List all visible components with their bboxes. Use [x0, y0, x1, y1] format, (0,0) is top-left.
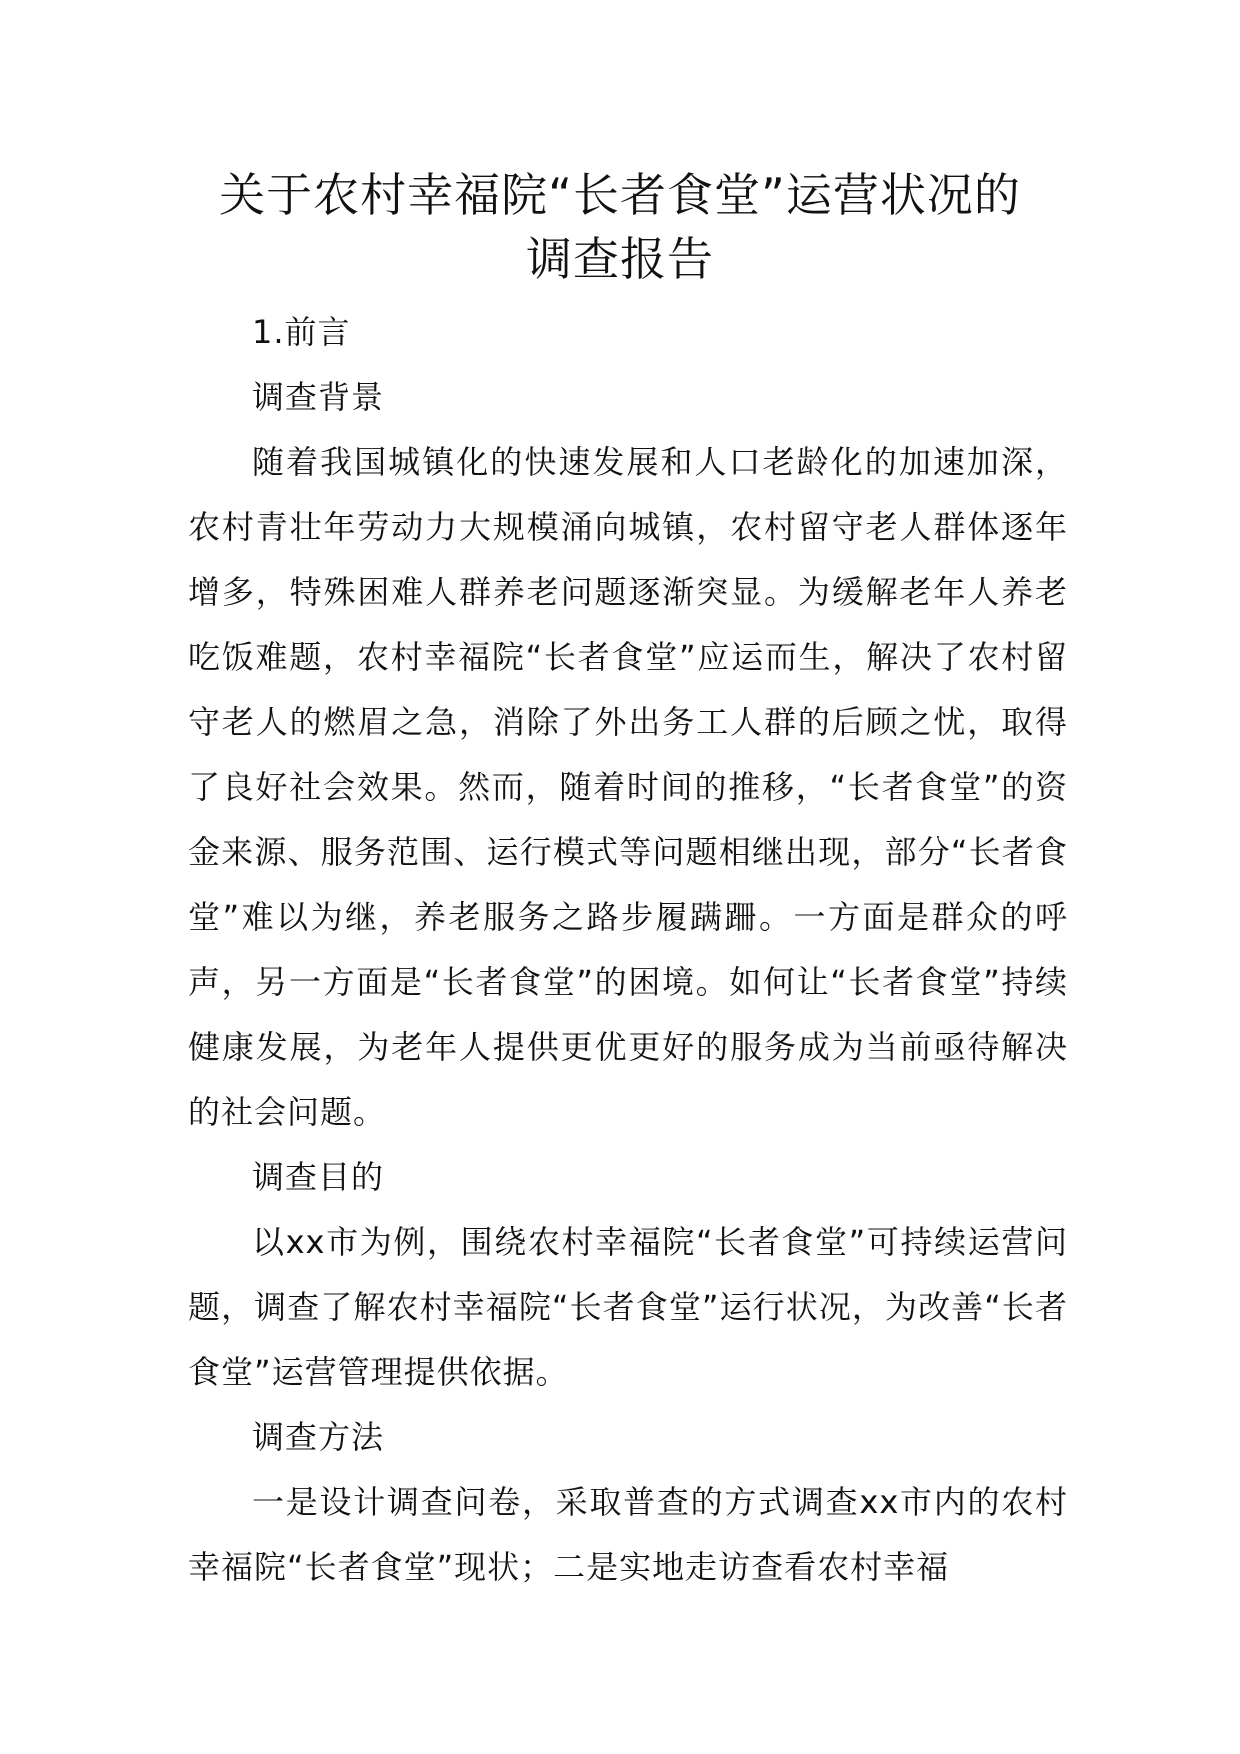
paragraph-method: 一是设计调查问卷，采取普查的方式调查xx市内的农村幸福院“长者食堂”现状；二是实地走访查看农村幸福: [188, 1483, 1068, 1586]
document-title: [140, 163, 1100, 291]
section-heading-preface: 1.前言: [252, 313, 351, 351]
title-line-2: 调查报告: [526, 232, 714, 286]
title-line-1: 关于农村幸福院“长者食堂”运营状况的: [219, 168, 1021, 222]
paragraph-background: 随着我国城镇化的快速发展和人口老龄化的加速加深，农村青壮年劳动力大规模涌向城镇，农村留守老人群体逐年增多，特殊困难人群养老问题逐渐突显。为缓解老年人养老吃饭难题，农村幸福院“长者食堂”应运而生，解决了农村留守老人的燃眉之急，消除了外出务工人群的后顾之忧，取得了良好社会效果。然而，随着时间的推移，“长者食堂”的资金来源、服务范围、运行模式等问题相继出现，部分“长者食堂”难以为继，养老服务之路步履蹒跚。一方面是群众的呼声，另一方面是“长者食堂”的困境。如何让“长者食堂”持续健康发展，为老年人提供更优更好的服务成为当前亟待解决的社会问题。: [188, 443, 1068, 1131]
subheading-background: 调查背景: [252, 378, 385, 416]
paragraph-purpose: 以xx市为例，围绕农村幸福院“长者食堂”可持续运营问题，调查了解农村幸福院“长者食堂”运行状况，为改善“长者食堂”运营管理提供依据。: [188, 1223, 1068, 1391]
subheading-method: 调查方法: [252, 1418, 385, 1456]
subheading-purpose: 调查目的: [252, 1158, 385, 1196]
document-body: [188, 300, 1068, 1600]
